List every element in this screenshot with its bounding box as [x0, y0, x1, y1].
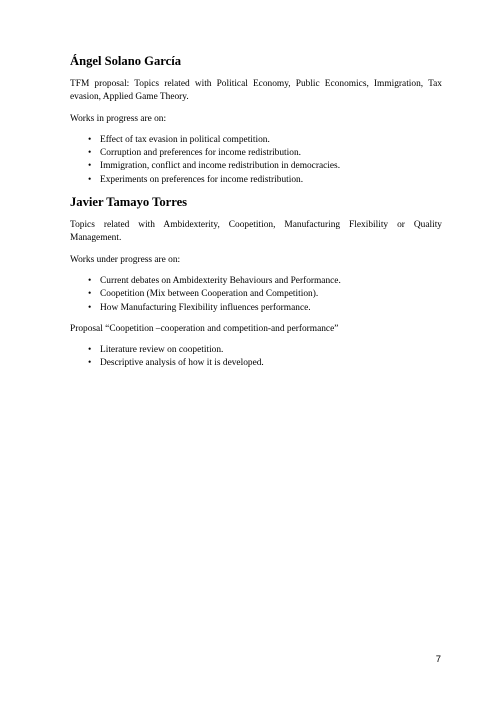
person-name-heading: Javier Tamayo Torres — [70, 195, 188, 210]
works-heading: Works in progress are on: — [70, 113, 167, 124]
person-name-heading: Ángel Solano García — [70, 54, 182, 68]
section-javier-tamayo — [70, 195, 442, 371]
proposal-heading: Proposal “Coopetition –cooperation and competition-and performance” — [70, 323, 339, 334]
topics-paragraph: TFM proposal: Topics related with Political Economy, Public Economics, Immigration, Tax evasion, Applied Game Theory. — [70, 79, 442, 103]
list-item: • Coopetition (Mix between Cooperation and Competition). — [70, 288, 442, 301]
list-item: • Immigration, conflict and income redistribution in democracies. — [70, 160, 442, 173]
list-item: • Corruption and preferences for income redistribution. — [70, 147, 442, 160]
list-item: • How Manufacturing Flexibility influences performance. — [70, 302, 442, 315]
list-item: • Effect of tax evasion in political competition. — [70, 134, 442, 147]
works-list — [70, 275, 442, 315]
works-heading: Works under progress are on: — [70, 254, 181, 265]
list-item: • Current debates on Ambidexterity Behaviours and Performance. — [70, 275, 442, 288]
section-angel-solano — [70, 54, 442, 187]
list-item: • Literature review on coopetition. — [70, 344, 442, 357]
page-number: 7 — [435, 654, 441, 665]
topics-paragraph: Topics related with Ambidexterity, Coopetition, Manufacturing Flexibility or Quality Management. — [70, 220, 442, 244]
proposal-list — [70, 344, 442, 371]
list-item: • Descriptive analysis of how it is developed. — [70, 357, 442, 370]
document-page — [70, 54, 442, 379]
list-item: • Experiments on preferences for income redistribution. — [70, 174, 442, 187]
works-list — [70, 134, 442, 187]
